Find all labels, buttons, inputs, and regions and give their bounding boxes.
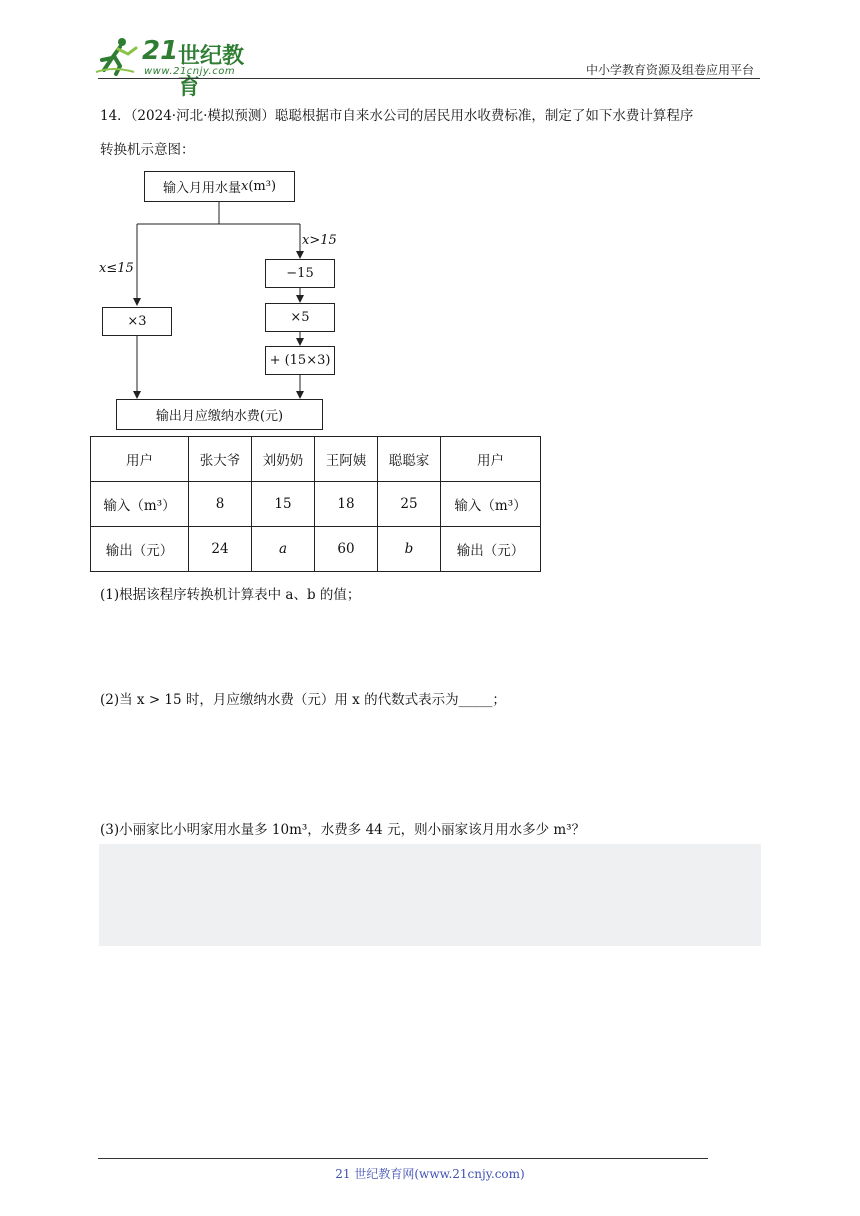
logo-number: 21 bbox=[142, 36, 179, 66]
logo-url: www.21cnjy.com bbox=[144, 66, 236, 77]
flow-input-var: x bbox=[240, 179, 249, 194]
flow-condition-right: x>15 bbox=[302, 233, 337, 248]
table-row bbox=[91, 527, 541, 572]
table-cell: b bbox=[378, 527, 441, 572]
table-cell: 24 bbox=[189, 527, 252, 572]
flow-condition-left: x≤15 bbox=[99, 261, 134, 276]
table-cell: 张大爷 bbox=[189, 437, 252, 482]
table-cell: 刘奶奶 bbox=[252, 437, 315, 482]
table-cell: 60 bbox=[315, 527, 378, 572]
table-cell: 聪聪家 bbox=[378, 437, 441, 482]
answer-area[interactable] bbox=[99, 844, 761, 946]
table-cell: 输出（元） bbox=[441, 527, 541, 572]
table-cell: 输入（m³） bbox=[91, 482, 189, 527]
footer-link[interactable]: 21 世纪教育网(www.21cnjy.com) bbox=[335, 1167, 525, 1181]
table-row bbox=[91, 482, 541, 527]
table-cell: 15 bbox=[252, 482, 315, 527]
question-line-2: 转换机示意图： bbox=[100, 142, 195, 158]
sub-question-3: (3)小丽家比小明家用水量多 10m³，水费多 44 元，则小丽家该月用水多少 m³？ bbox=[100, 822, 586, 838]
flowchart-connectors bbox=[0, 0, 860, 440]
flow-input-unit: (m³) bbox=[248, 179, 277, 194]
table-cell: 用户 bbox=[441, 437, 541, 482]
table-cell: 8 bbox=[189, 482, 252, 527]
table-cell: a bbox=[252, 527, 315, 572]
water-fee-table bbox=[90, 436, 541, 572]
flow-op-times3: ×3 bbox=[102, 307, 172, 336]
table-cell: 18 bbox=[315, 482, 378, 527]
table-row bbox=[91, 437, 541, 482]
table-cell: 王阿姨 bbox=[315, 437, 378, 482]
logo-text: 世纪教育 bbox=[178, 44, 245, 100]
flow-input-box bbox=[144, 171, 295, 202]
flow-op-plus45: + (15×3) bbox=[265, 346, 335, 375]
table-cell: 输入（m³） bbox=[441, 482, 541, 527]
flow-op-times5: ×5 bbox=[265, 303, 335, 332]
header-platform-text: 中小学教育资源及组卷应用平台 bbox=[585, 63, 754, 77]
table-cell: 输出（元） bbox=[91, 527, 189, 572]
sub-question-2: (2)当 x > 15 时，月应缴纳水费（元）用 x 的代数式表示为_____； bbox=[100, 692, 506, 708]
flow-input-prefix: 输入月用水量 bbox=[162, 181, 241, 196]
table-cell: 25 bbox=[378, 482, 441, 527]
flow-output-box: 输出月应缴纳水费(元) bbox=[116, 399, 323, 430]
table-cell: 用户 bbox=[91, 437, 189, 482]
footer-divider bbox=[98, 1158, 708, 1159]
sub-question-1: (1)根据该程序转换机计算表中 a、b 的值； bbox=[100, 587, 361, 603]
flow-op-minus15: −15 bbox=[265, 259, 335, 288]
question-line-1: 14．（2024·河北·模拟预测）聪聪根据市自来水公司的居民用水收费标准，制定了如下水费计算程序 bbox=[100, 108, 694, 124]
